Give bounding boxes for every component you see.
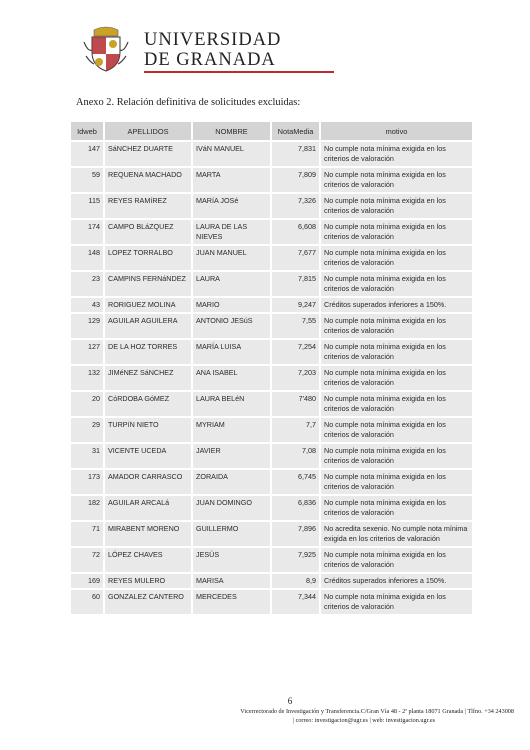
table-row (71, 220, 472, 244)
cell-idweb: 169 (71, 574, 103, 588)
cell-nombre: MERCEDES (191, 590, 270, 614)
cell-apellidos: AGUILAR AGUILERA (103, 314, 191, 338)
cell-motivo: Créditos superados inferiores a 150%. (319, 298, 472, 312)
cell-apellidos: VICENTE UCEDA (103, 444, 191, 468)
cell-idweb: 72 (71, 548, 103, 572)
cell-idweb: 132 (71, 366, 103, 390)
cell-idweb: 147 (71, 142, 103, 166)
cell-motivo: No cumple nota mínima exigida en los criterios de valoración (319, 272, 472, 296)
cell-nombre: JUAN DOMINGO (191, 496, 270, 520)
cell-nombre: MARíA JOSé (191, 194, 270, 218)
cell-nombre: ANA ISABEL (191, 366, 270, 390)
table-row (71, 246, 472, 270)
table-row (71, 470, 472, 494)
cell-notamedia: 7,677 (270, 246, 319, 270)
cell-nombre: JAVIER (191, 444, 270, 468)
cell-idweb: 173 (71, 470, 103, 494)
cell-apellidos: LÓPEZ CHAVES (103, 548, 191, 572)
cell-motivo: No cumple nota mínima exigida en los criterios de valoración (319, 246, 472, 270)
table-row (71, 548, 472, 572)
cell-apellidos: SáNCHEZ DUARTE (103, 142, 191, 166)
cell-notamedia: 7,55 (270, 314, 319, 338)
table-row (71, 298, 472, 312)
cell-idweb: 127 (71, 340, 103, 364)
cell-motivo: No cumple nota mínima exigida en los criterios de valoración (319, 392, 472, 416)
table-body (71, 142, 472, 614)
cell-nombre: MARISA (191, 574, 270, 588)
cell-apellidos: REQUENA MACHADO (103, 168, 191, 192)
cell-nombre: LAURA DE LAS NIEVES (191, 220, 270, 244)
cell-idweb: 182 (71, 496, 103, 520)
cell-idweb: 43 (71, 298, 103, 312)
cell-nombre: MARÍA LUISA (191, 340, 270, 364)
cell-motivo: No cumple nota mínima exigida en los criterios de valoración (319, 470, 472, 494)
table-header-row (71, 122, 472, 140)
table-row (71, 522, 472, 546)
cell-notamedia: 9,247 (270, 298, 319, 312)
col-header-motivo: motivo (319, 122, 472, 140)
cell-notamedia: 7,203 (270, 366, 319, 390)
table-row (71, 168, 472, 192)
cell-idweb: 148 (71, 246, 103, 270)
col-header-idweb: Idweb (71, 122, 103, 140)
cell-idweb: 174 (71, 220, 103, 244)
cell-nombre: MARIO (191, 298, 270, 312)
cell-notamedia: 7,344 (270, 590, 319, 614)
col-header-nombre: NOMBRE (191, 122, 270, 140)
table-row (71, 314, 472, 338)
cell-motivo: No cumple nota mínima exigida en los criterios de valoración (319, 590, 472, 614)
table-row (71, 444, 472, 468)
footer-contact: | correo: investigacion@ugr.es | web: investigacion.ugr.es (292, 717, 435, 724)
cell-apellidos: CAMPINS FERNáNDEZ (103, 272, 191, 296)
cell-nombre: LAURA (191, 272, 270, 296)
cell-motivo: No cumple nota mínima exigida en los criterios de valoración (319, 220, 472, 244)
cell-notamedia: 8,9 (270, 574, 319, 588)
table-row (71, 272, 472, 296)
cell-idweb: 71 (71, 522, 103, 546)
logo-wordmark (144, 30, 281, 70)
logo-line2: DE GRANADA (144, 50, 276, 70)
cell-motivo: No cumple nota mínima exigida en los criterios de valoración (319, 418, 472, 442)
cell-motivo: No cumple nota mínima exigida en los criterios de valoración (319, 142, 472, 166)
cell-notamedia: 7,809 (270, 168, 319, 192)
cell-nombre: LAURA BELéN (191, 392, 270, 416)
cell-idweb: 115 (71, 194, 103, 218)
col-header-notamedia: NotaMedia (270, 122, 319, 140)
cell-nombre: IVáN MANUEL (191, 142, 270, 166)
cell-notamedia: 6,608 (270, 220, 319, 244)
cell-apellidos: TURPíN NIETO (103, 418, 191, 442)
cell-notamedia: 7,7 (270, 418, 319, 442)
logo-underline (144, 71, 334, 73)
cell-notamedia: 7,254 (270, 340, 319, 364)
table-row (71, 340, 472, 364)
cell-apellidos: CAMPO BLáZQUEZ (103, 220, 191, 244)
table-row (71, 392, 472, 416)
col-header-apellidos: APELLIDOS (103, 122, 191, 140)
cell-nombre: JESÚS (191, 548, 270, 572)
cell-apellidos: AMADOR CARRASCO (103, 470, 191, 494)
cell-idweb: 31 (71, 444, 103, 468)
cell-apellidos: JIMéNEZ SáNCHEZ (103, 366, 191, 390)
cell-notamedia: 6,745 (270, 470, 319, 494)
cell-idweb: 129 (71, 314, 103, 338)
cell-motivo: Créditos superados inferiores a 150%. (319, 574, 472, 588)
cell-notamedia: 7,815 (270, 272, 319, 296)
cell-motivo: No cumple nota mínima exigida en los criterios de valoración (319, 168, 472, 192)
cell-motivo: No cumple nota mínima exigida en los criterios de valoración (319, 194, 472, 218)
cell-motivo: No cumple nota mínima exigida en los criterios de valoración (319, 496, 472, 520)
cell-nombre: JUAN MANUEL (191, 246, 270, 270)
cell-idweb: 23 (71, 272, 103, 296)
cell-notamedia: 7,831 (270, 142, 319, 166)
table-row (71, 366, 472, 390)
cell-apellidos: DE LA HOZ TORRES (103, 340, 191, 364)
coat-of-arms-icon (80, 22, 132, 74)
excluded-applications-table (71, 120, 472, 616)
cell-nombre: ZORAIDA (191, 470, 270, 494)
table-row (71, 574, 472, 588)
cell-idweb: 60 (71, 590, 103, 614)
cell-notamedia: 7,326 (270, 194, 319, 218)
footer-address: Vicerrectorado de Investigación y Transferencia.C/Gran Vía 48 - 2ª planta 18071 Granada | Tlfno. +34 243008 (240, 708, 514, 715)
cell-apellidos: CóRDOBA GóMEZ (103, 392, 191, 416)
cell-nombre: MYRIAM (191, 418, 270, 442)
university-logo (80, 22, 282, 74)
cell-motivo: No cumple nota mínima exigida en los criterios de valoración (319, 444, 472, 468)
table-row (71, 590, 472, 614)
cell-apellidos: LOPEZ TORRALBO (103, 246, 191, 270)
cell-motivo: No cumple nota mínima exigida en los criterios de valoración (319, 340, 472, 364)
cell-nombre: GUILLERMO (191, 522, 270, 546)
cell-motivo: No cumple nota mínima exigida en los criterios de valoración (319, 314, 472, 338)
cell-notamedia: 7,925 (270, 548, 319, 572)
logo-line1: UNIVERSIDAD (144, 30, 282, 50)
table-row (71, 194, 472, 218)
cell-apellidos: AGUILAR ARCALá (103, 496, 191, 520)
cell-idweb: 59 (71, 168, 103, 192)
cell-nombre: MARTA (191, 168, 270, 192)
cell-motivo: No cumple nota mínima exigida en los criterios de valoración (319, 548, 472, 572)
cell-notamedia: 7,08 (270, 444, 319, 468)
cell-notamedia: 7,896 (270, 522, 319, 546)
cell-apellidos: GONZALEZ CANTERO (103, 590, 191, 614)
table-row (71, 496, 472, 520)
cell-apellidos: MIRABENT MORENO (103, 522, 191, 546)
cell-motivo: No cumple nota mínima exigida en los criterios de valoración (319, 366, 472, 390)
page-number: 6 (287, 696, 293, 706)
cell-notamedia: 6,836 (270, 496, 319, 520)
cell-idweb: 20 (71, 392, 103, 416)
cell-idweb: 29 (71, 418, 103, 442)
cell-apellidos: REYES RAMíREZ (103, 194, 191, 218)
table-row (71, 418, 472, 442)
annex-heading: Anexo 2. Relación definitiva de solicitudes excluidas: (76, 97, 301, 108)
cell-notamedia: 7'480 (270, 392, 319, 416)
cell-motivo: No acredita sexenio. No cumple nota mínima exigida en los criterios de valoración (319, 522, 472, 546)
cell-apellidos: RORIGUEZ MOLINA (103, 298, 191, 312)
cell-nombre: ANTONIO JESúS (191, 314, 270, 338)
table-row (71, 142, 472, 166)
cell-apellidos: REYES MULERO (103, 574, 191, 588)
